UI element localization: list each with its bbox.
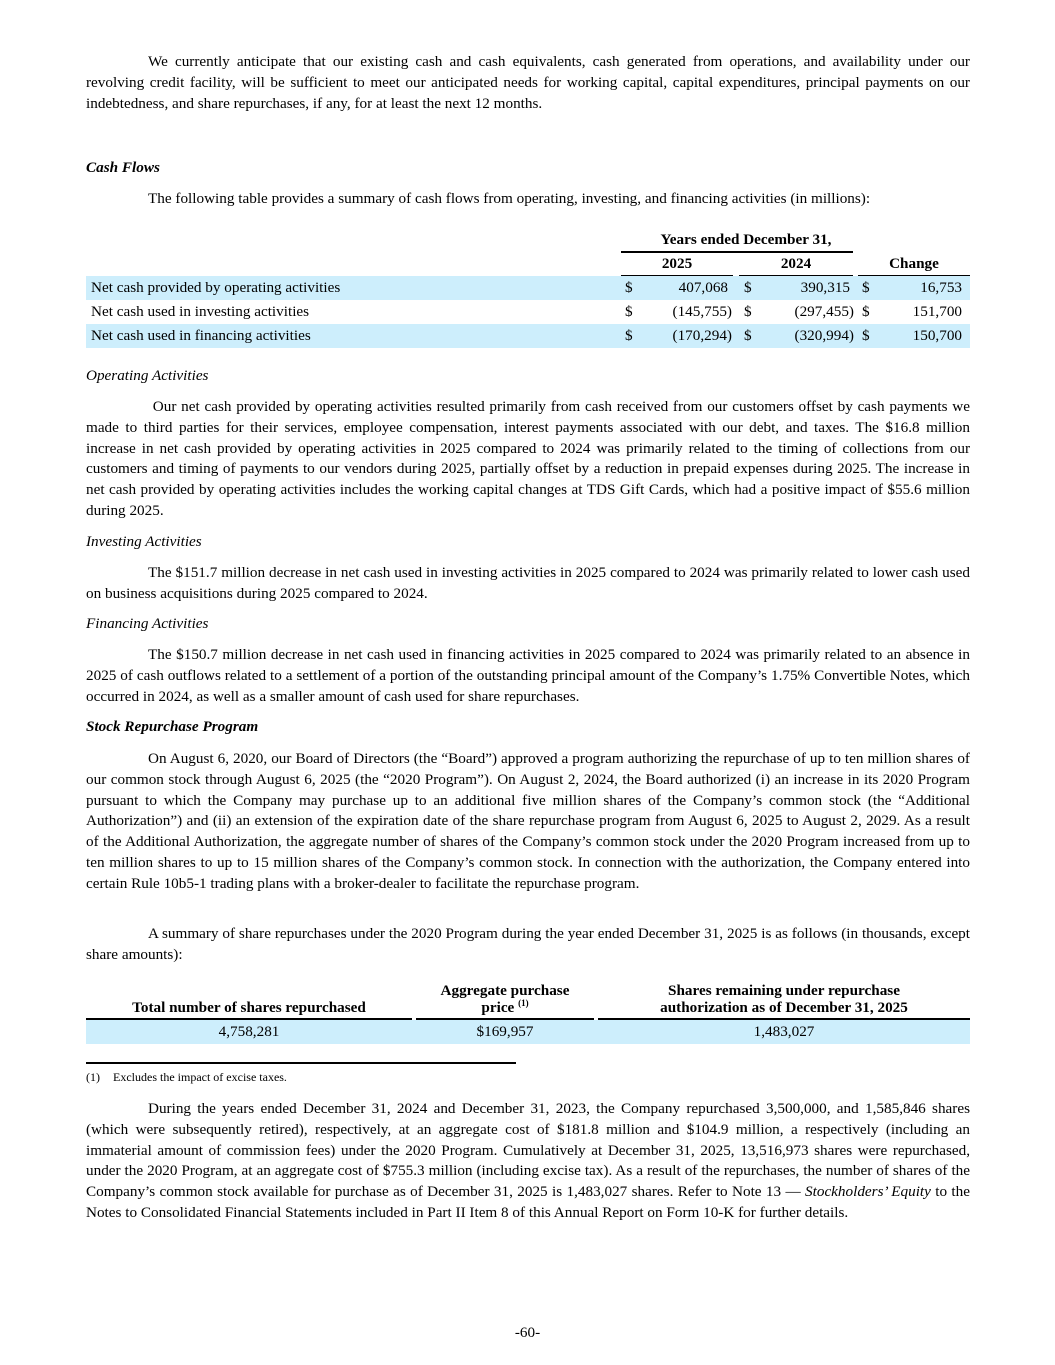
text-3-part-2: to the Notes to Consolidated Financial Statements included in Part II Item 8 of this Annual Report on Form 10-K for further details. — [86, 1183, 970, 1221]
row-label: Net cash used in financing activities — [91, 327, 311, 344]
operating-text: Our net cash provided by operating activities resulted primarily from cash received from our customers offset by cash payments we made to third parties for their services, employee compensation, interest payments associated with our debt, and taxes. The $16.8 million increase in net cash provided by operating activities in 2025 compared to 2024 was primarily related to the timing of collections from our customers and timing of payments to our vendors during 2025, partially offset by a reduction in prepaid expenses during 2025. The increase in net cash provided by operating activities includes the working capital changes at TDS Gift Cards, which had a positive impact of $55.6 million during 2025. — [86, 398, 974, 519]
value-change: 151,700 — [912, 303, 962, 320]
value-2025: (145,755) — [672, 303, 732, 320]
table-row — [86, 300, 970, 324]
value-2025: 407,068 — [678, 279, 728, 296]
text-3-italic: Stockholders’ Equity — [805, 1183, 931, 1201]
text-3-part-1: During the years ended December 31, 2024 and December 31, 2023, the Company repurchased 3,500,000, and 1,585,846 shares (which were subsequently retired), respectively, at an aggregate cost of $181.8 million and $104.9 million, a respectively (including an immaterial amount of commission fees) under the 2020 Program. Cumulatively at December 31, 2025, 13,516,973 shares were repurchased, under the 2020 Program, at an aggregate cost of $755.3 million (including excise tax). As a result of the repurchases, the number of shares of the Company’s common stock available for purchase as of December 31, 2025 is 1,483,027 shares. Refer to Note 13 — — [86, 1100, 970, 1201]
investing-text: The $151.7 million decrease in net cash used in investing activities in 2025 compared to 2024 was primarily related to lower cash used on business acquisitions during 2025 compared to 2024. — [86, 564, 970, 602]
dollar-sign: $ — [862, 279, 870, 296]
footnote-marker: (1) — [86, 1070, 100, 1084]
col-change-header: Change — [889, 255, 939, 272]
footnote — [86, 1070, 287, 1084]
value-2024: 390,315 — [800, 279, 850, 296]
page-number: -60- — [514, 1324, 541, 1341]
shares-remaining-header-line1: Shares remaining under repurchase — [668, 982, 900, 999]
value-2024: (297,455) — [794, 303, 854, 320]
col-2024-header: 2024 — [780, 255, 812, 272]
shares-remaining-header-line2: authorization as of December 31, 2025 — [660, 999, 908, 1016]
stock-repurchase-text-1: On August 6, 2020, our Board of Directors (the “Board”) approved a program authorizing the repurchase of up to ten million shares of our common stock through August 6, 2025 (the “2020 Program”). On August 2, 2024, the Board authorized (i) an increase in its 2020 Program pursuant to which the Company may purchase up to an additional five million shares of the Company’s common stock (the “Additional Authorization”) and (ii) an extension of the expiration date of the share repurchase program from August 6, 2025 to August 2, 2029. As a result of the Additional Authorization, the aggregate number of shares of the Company’s common stock under the 2020 Program increased from up to ten million shares to up to 15 million shares of the Company’s common stock. In connection with the authorization, the Company entered into certain Rule 10b5-1 trading plans with a broker-dealer to facilitate the repurchase program. — [86, 750, 970, 892]
dollar-sign: $ — [862, 303, 870, 320]
investing-heading: Investing Activities — [86, 533, 202, 550]
row-label: Net cash provided by operating activities — [91, 279, 341, 296]
years-ended-header: Years ended December 31, — [660, 231, 832, 248]
dollar-sign: $ — [625, 303, 633, 320]
value-change: 150,700 — [912, 327, 962, 344]
aggregate-price-header — [416, 982, 594, 1016]
dollar-sign: $ — [744, 303, 752, 320]
financing-text: The $150.7 million decrease in net cash used in financing activities in 2025 compared to 2024 was primarily related to an absence in 2025 of cash outflows related to a settlement of a portion of the outstanding principal amount of the Company’s 1.75% Convertible Notes, which occurred in 2024, as well as a smaller amount of cash used for share repurchases. — [86, 646, 970, 705]
stock-repurchase-heading: Stock Repurchase Program — [86, 718, 259, 735]
aggregate-price-value: $169,957 — [476, 1023, 534, 1040]
stock-repurchase-text-2: A summary of share repurchases under the 2020 Program during the year ended December 31, 2025 is as follows (in thousands, except share amounts): — [86, 925, 970, 963]
footnote-ref: (1) — [518, 997, 529, 1008]
dollar-sign: $ — [625, 327, 633, 344]
stock-repurchase-text-3 — [86, 1099, 970, 1224]
table-row — [86, 276, 970, 300]
total-shares-header: Total number of shares repurchased — [132, 999, 366, 1016]
value-2025: (170,294) — [672, 327, 732, 344]
operating-heading: Operating Activities — [86, 367, 209, 384]
cash-flows-intro: The following table provides a summary of cash flows from operating, investing, and financing activities (in millions): — [148, 190, 871, 207]
cash-flow-table-header — [86, 230, 970, 276]
cash-flows-heading: Cash Flows — [86, 159, 160, 176]
row-label: Net cash used in investing activities — [91, 303, 310, 320]
cash-flow-table — [86, 230, 970, 348]
aggregate-price-header-line1: Aggregate purchase — [440, 982, 570, 999]
intro-paragraph: We currently anticipate that our existing cash and cash equivalents, cash generated from operations, and availability under our revolving credit facility, will be sufficient to meet our anticipated needs for working capital, capital expenditures, principal payments on our indebtedness, and share repurchases, if any, for at least the next 12 months. — [86, 53, 970, 112]
total-shares-value: 4,758,281 — [218, 1023, 280, 1040]
value-change: 16,753 — [920, 279, 962, 296]
footnote-text: Excludes the impact of excise taxes. — [113, 1070, 287, 1084]
table-row — [86, 324, 970, 348]
col-2025-header: 2025 — [661, 255, 693, 272]
aggregate-price-header-line2: price — [481, 999, 515, 1016]
financing-heading: Financing Activities — [86, 615, 209, 632]
shares-remaining-value: 1,483,027 — [753, 1023, 815, 1040]
shares-remaining-header — [598, 982, 970, 1016]
footnote-rule — [86, 1062, 516, 1064]
dollar-sign: $ — [744, 279, 752, 296]
dollar-sign: $ — [625, 279, 633, 296]
dollar-sign: $ — [862, 327, 870, 344]
dollar-sign: $ — [744, 327, 752, 344]
value-2024: (320,994) — [794, 327, 854, 344]
